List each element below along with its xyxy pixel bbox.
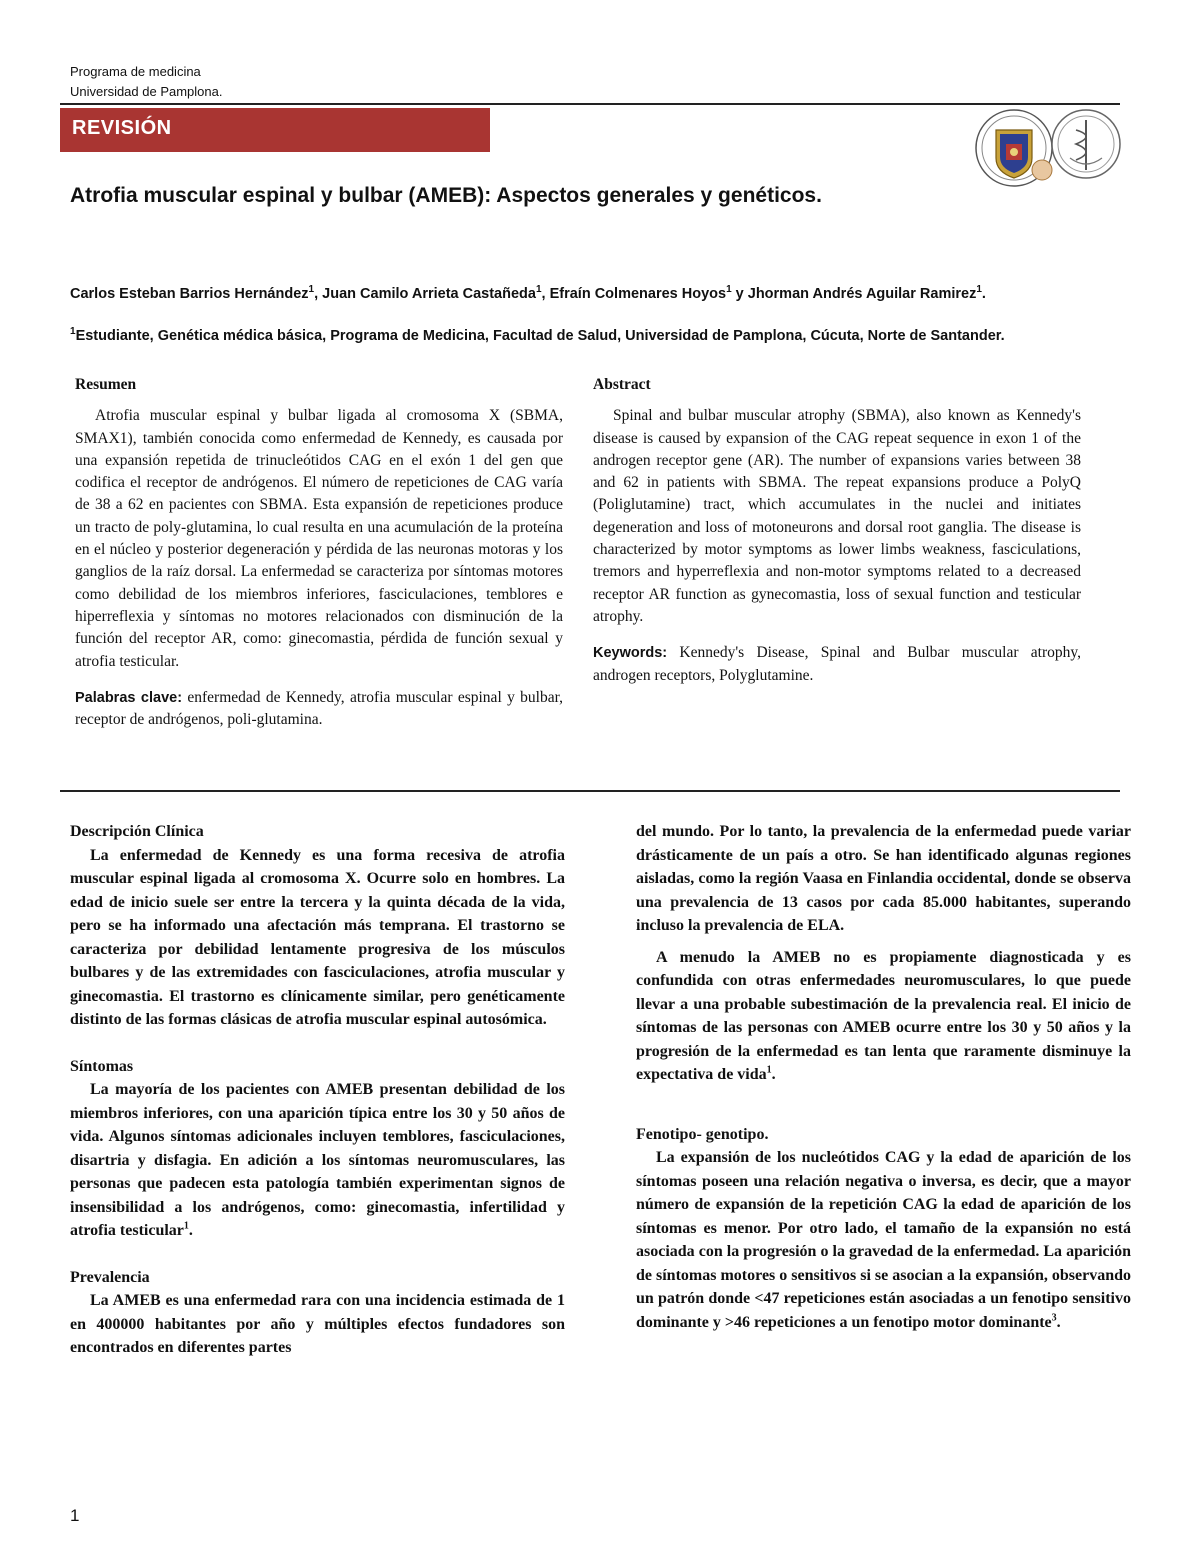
page-number: 1 [70,1506,80,1525]
resumen-section [75,374,563,731]
affiliation-text: Estudiante, Genética médica básica, Programa de Medicina, Facultad de Salud, Universidad de Pamplona, Cúcuta, Norte de Santander. [75,328,1005,344]
citation-ref: 1 [183,1220,189,1232]
section-banner [60,108,490,152]
keywords-label: Keywords: [593,645,668,662]
author-name: Carlos Esteban Barrios Hernández [70,286,309,302]
abstract-section [593,374,1081,687]
resumen-heading: Resumen [75,376,137,393]
institution-program: Programa de medicina [70,64,201,79]
abstract-keywords [593,642,1081,687]
keywords-text: Kennedy's Disease, Spinal and Bulbar muscular atrophy, androgen receptors, Polyglutamine. [593,644,1081,684]
prevalencia-text-2: A menudo la AMEB no es propiamente diagnosticada y es confundida con otras enfermedades neuromusculares, lo que puede llevar a una probable subestimación de la prevalencia real. El inicio de síntomas de las personas con AMEB ocurre entre los 30 y 50 años y la progresión de la enfermedad es tan lenta que raramente disminuye la expectativa de vida [636,948,1131,1083]
author-name: Juan Camilo Arrieta Castañeda [322,286,536,302]
affiliation-marker: 1 [535,284,542,296]
fenotipo-text: La expansión de los nucleótidos CAG y la edad de aparición de los síntomas poseen una relación negativa o inversa, es decir, que a mayor número de expansión de la repetición CAG la edad de aparición de los síntomas es menor. Por otro lado, el tamaño de la expansión no está asociada con la progresión o la gravedad de la enfermedad. La aparición de síntomas motores o sensitivos si se asocian a la expansión, observando un patrón donde <47 repeticiones están asociadas a un fenotipo sensitivo dominante y >46 repeticiones a un fenotipo motor dominante [636,1149,1131,1331]
prevalencia-text: La AMEB es una enfermedad rara con una incidencia estimada de 1 en 400000 habitantes por año y múltiples efectos fundadores son encontrados en diferentes partes [70,1292,565,1356]
prevalencia-continued: del mundo. Por lo tanto, la prevalencia de la enfermedad puede variar drásticamente de un país a otro. Se han identificado algunas regiones aisladas, como la región Vaasa en Finlandia occidental, donde se observa una prevalencia de 13 casos por cada 85.000 habitantes, superando incluso la prevalencia de ELA. [636,823,1131,934]
university-seals [972,100,1122,196]
citation-ref: 1 [766,1064,772,1076]
affiliation-marker: 1 [976,284,982,296]
header-divider [60,103,1120,105]
sintomas-heading: Síntomas [70,1057,134,1075]
prevalencia-paragraph-2: A menudo la AMEB no es propiamente diagnosticada y es confundida con otras enfermedades neuromusculares, lo que puede llevar a una probable subestimación de la prevalencia real. El inicio de síntomas de las personas con AMEB ocurre entre los 30 y 50 años y la progresión de la enfermedad es tan lenta que raramente disminuye la expectativa de vida$^1$. [636,948,1131,1083]
body-right-column [636,820,1131,1334]
keywords-label: Palabras clave: [75,689,183,706]
affiliation-marker: 1 [726,284,732,296]
keywords-text: enfermedad de Kennedy, atrofia muscular espinal y bulbar, receptor de andrógenos, poli-glutamina. [75,688,563,729]
abstract-text: Spinal and bulbar muscular atrophy (SBMA), also known as Kennedy's disease is caused by expansion of the CAG repeat sequence in exon 1 of the androgen receptor gene (AR). The number of expansions varies between 38 and 62 in patients with SBMA. The repeat expansions produce a PolyQ (Poliglutamine) tract, which accumulates in the nuclei and initiates degeneration and loss of motoneurons and dorsal root ganglia. The disease is characterized by motor symptoms as lower limbs weakness, fasciculations, tremors and hyperreflexia and non-motor symptoms related to a decreased receptor AR function as gynecomastia, loss of sexual function and testicular atrophy. [593,407,1081,625]
affiliation-marker: 1 [70,326,76,338]
institution-university: Universidad de Pamplona. [70,84,223,99]
author-list: Carlos Esteban Barrios Hernández$^1$, Juan Camilo Arrieta Castañeda$^1$, Efraín Colmenares Hoyos$^1$ y Jhorman Andrés Aguilar Ramirez$^1$. [70,284,986,302]
affiliation [70,328,1130,344]
fenotipo-paragraph: La expansión de los nucleótidos CAG y la edad de aparición de los síntomas poseen una relación negativa o inversa, es decir, que a mayor número de expansión de la repetición CAG la edad de aparición de los síntomas es menor. Por otro lado, el tamaño de la expansión no está asociada con la progresión o la gravedad de la enfermedad. La aparición de síntomas motores o sensitivos si se asocian a la expansión, observando un patrón donde <47 repeticiones están asociadas a un fenotipo sensitivo dominante y >46 repeticiones a un fenotipo motor dominante$^3$. [636,1149,1131,1331]
descripcion-heading: Descripción Clínica [70,823,204,840]
medicine-seal-logo [1052,110,1120,178]
university-seal-logo [976,110,1052,186]
article-title: Atrofia muscular espinal y bulbar (AMEB): Aspectos generales y genéticos. [70,184,822,207]
section-label: REVISIÓN [72,117,172,139]
abstract-heading: Abstract [593,376,651,393]
citation-ref: 3 [1051,1312,1057,1324]
resumen-text: Atrofia muscular espinal y bulbar ligada al cromosoma X (SBMA, SMAX1), también conocida como enfermedad de Kennedy, es causada por una expansión repetida de trinucleótidos CAG en el exón 1 del gen que codifica el receptor de andrógenos. El número de repeticiones de CAG varía de 38 a 62 en pacientes con SBMA. Esta expansión de repeticiones produce un tracto de poly-glutamina, lo cual resulta en una acumulación de la proteína en el núcleo y posterior degeneración y pérdida de las neuronas motoras y los ganglios de la raíz dorsal. La enfermedad se caracteriza por síntomas motores como debilidad de los miembros inferiores, fasciculaciones, temblores e hiperreflexia y síntomas no motores relacionados con disminución de la función del receptor AR, como: ginecomastia, pérdida de función sexual y atrofia testicular. [75,407,563,670]
body-left-column [70,820,565,1360]
descripcion-text: La enfermedad de Kennedy es una forma recesiva de atrofia muscular espinal ligada al cromosoma X. Ocurre solo en hombres. La edad de inicio suele ser entre la tercera y la quinta década de la vida, pero se ha informado una afectación más temprana. El trastorno se caracteriza por debilidad lentamente progresiva de los músculos bulbares y de las extremidades con fasciculaciones, atrofia muscular y ginecomastia. El trastorno es clínicamente similar, pero genéticamente distinto de las formas clásicas de atrofia muscular espinal autosómica. [70,846,565,1028]
affiliation-marker: 1 [308,284,315,296]
author-name: Jhorman Andrés Aguilar Ramirez [747,286,977,302]
prevalencia-heading: Prevalencia [70,1268,150,1286]
sintomas-paragraph: La mayoría de los pacientes con AMEB presentan debilidad de los miembros inferiores, con una aparición típica entre los 30 y 50 años de vida. Algunos síntomas adicionales incluyen temblores, fasciculaciones, disartria y disfagia. En adición a los síntomas neuromusculares, las personas que padecen esta patología también experimentan signos de insensibilidad a los andrógenos, como: ginecomastia, infertilidad y atrofia testicular$^1$. [70,1081,565,1239]
resumen-keywords [75,687,563,732]
author-name: Efraín Colmenares Hoyos [549,286,727,302]
institution-block [70,62,222,102]
fenotipo-heading: Fenotipo- genotipo. [636,1125,769,1143]
sintomas-text: La mayoría de los pacientes con AMEB presentan debilidad de los miembros inferiores, con una aparición típica entre los 30 y 50 años de vida. Algunos síntomas adicionales incluyen temblores, fasciculaciones, disartria y disfagia. En adición a los síntomas neuromusculares, las personas que padecen esta patología también experimentan signos de insensibilidad a los andrógenos, como: ginecomastia, infertilidad y atrofia testicular [70,1081,565,1239]
abstract-divider [60,790,1120,792]
